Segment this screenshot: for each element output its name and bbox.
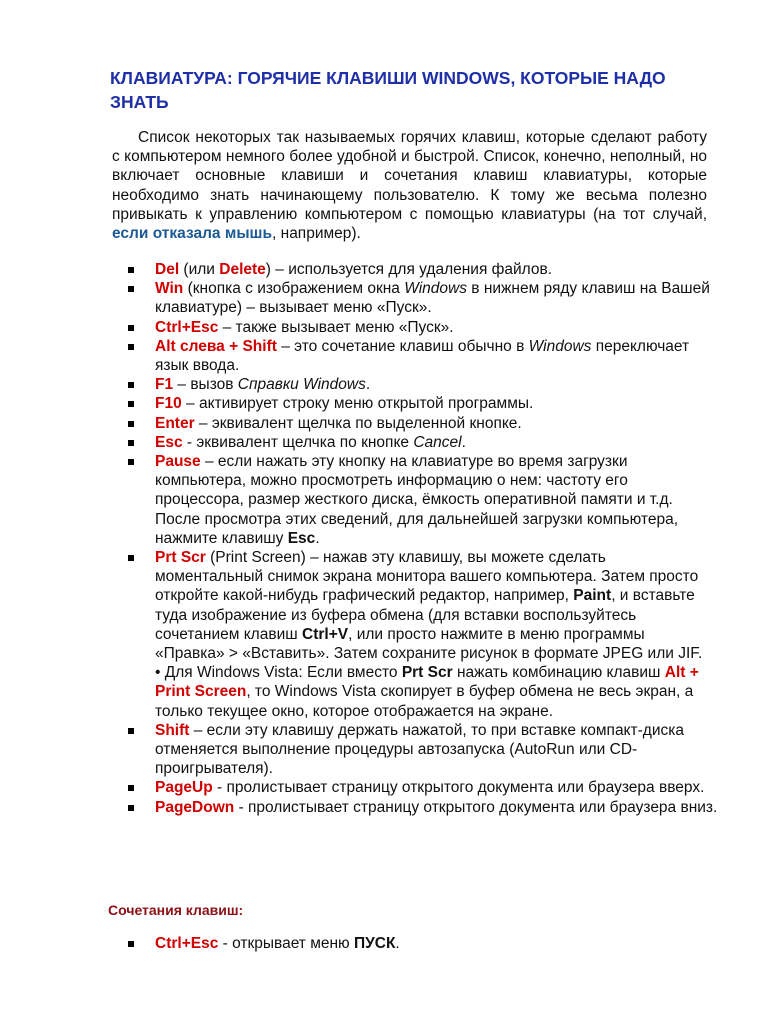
key-label: PageDown bbox=[155, 798, 235, 816]
key-label: Enter bbox=[155, 414, 195, 432]
key-label: PageUp bbox=[155, 779, 213, 797]
key-label: Ctrl+Esc bbox=[155, 935, 219, 952]
intro-paragraph bbox=[112, 128, 707, 243]
intro-text: Список некоторых так называемых горячих клавиш, которые сделают работу с компьютером немного более удобной и быстрой. Список, конечно, неполный, но включает основные клавиши и сочетания клавиш клавиатуры, которые необходимо знать начинающему пользователю. К тому же весьма полезно привыкать к управлению компьютером с помощью клавиатуры (на тот случай, bbox=[112, 129, 707, 223]
list-item-f1 bbox=[128, 375, 718, 394]
list-item-pause bbox=[128, 452, 718, 548]
key-label: Esc bbox=[155, 433, 183, 451]
item-text: – вызов bbox=[173, 376, 238, 394]
item-italic: Windows bbox=[528, 337, 592, 355]
key-label: Shift bbox=[155, 721, 190, 739]
combos-heading: Сочетания клавиш: bbox=[108, 902, 244, 918]
key-label: Ctrl+Esc bbox=[155, 318, 219, 336]
key-label: F10 bbox=[155, 395, 182, 413]
item-text: . bbox=[315, 529, 320, 547]
vista-note-text: нажать комбинацию клавиш bbox=[452, 664, 665, 682]
item-text: (Print Screen) – нажав эту клавишу, вы можете сделать моментальный снимок экрана монитора вашего компьютера. Затем просто откройте какой-нибудь графический редактор, например, bbox=[155, 549, 699, 605]
item-text: - открывает меню bbox=[218, 935, 354, 952]
page-title: КЛАВИАТУРА: ГОРЯЧИЕ КЛАВИШИ WINDOWS, КОТОРЫЕ НАДО ЗНАТЬ bbox=[110, 68, 666, 112]
item-bold: Esc bbox=[287, 529, 316, 547]
key-label: Alt слева + Shift bbox=[155, 337, 277, 355]
item-text: в нижнем ряду клавиш на Вашей клавиатуре) – вызывает меню «Пуск». bbox=[155, 280, 710, 317]
bullet-icon bbox=[128, 286, 134, 292]
bullet-icon bbox=[128, 440, 134, 446]
key-label: Pause bbox=[155, 453, 201, 471]
key-label: Delete bbox=[219, 261, 266, 278]
key-label: Del bbox=[155, 261, 180, 278]
item-text: . bbox=[461, 433, 466, 451]
list-item-pagedown bbox=[128, 798, 718, 817]
item-text: – также вызывает меню «Пуск». bbox=[218, 318, 454, 336]
bullet-icon bbox=[128, 421, 134, 427]
list-item-f10 bbox=[128, 394, 718, 413]
item-text: . bbox=[365, 376, 371, 394]
item-text: , или просто нажмите в меню программы «Правка» > «Вставить». Затем сохраните рисунок в формате JPEG или JIF. bbox=[155, 625, 703, 663]
list-item-prt-scr bbox=[128, 548, 718, 721]
item-italic: Windows bbox=[404, 280, 467, 298]
bullet-icon bbox=[128, 344, 134, 350]
key-label: Prt Scr bbox=[155, 549, 206, 567]
combo-list bbox=[128, 934, 718, 953]
list-item-enter bbox=[128, 414, 718, 433]
intro-highlight: если отказала мышь bbox=[112, 225, 273, 243]
intro-text-end: , например). bbox=[272, 225, 361, 243]
bullet-icon bbox=[128, 267, 134, 273]
item-bold: Paint bbox=[573, 587, 612, 605]
list-item-esc bbox=[128, 433, 718, 452]
bullet-icon bbox=[128, 325, 134, 331]
item-bold: Prt Scr bbox=[401, 664, 453, 682]
bullet-icon bbox=[128, 401, 134, 407]
item-text: – если нажать эту кнопку на клавиатуре во время загрузки компьютера, можно просмотреть информацию о нем: частоту его процессора, размер жесткого диска, ёмкость оперативной памяти и т.д. После просмотра этих сведений, для дальнейшей загрузки компьютера, нажмите клавишу bbox=[155, 453, 679, 547]
item-text: - пролистывает страницу открытого документа или браузера вверх. bbox=[212, 779, 705, 797]
item-text: , и вставьте туда изображение из буфера обмена (для вставки воспользуйтесь сочетанием клавиш bbox=[155, 587, 695, 643]
key-label: F1 bbox=[155, 376, 174, 394]
bullet-icon bbox=[128, 382, 134, 388]
bullet-icon bbox=[128, 459, 134, 465]
list-item-del bbox=[128, 260, 718, 279]
item-text: ) – используется для удаления файлов. bbox=[265, 261, 553, 278]
list-item-pageup bbox=[128, 778, 718, 797]
item-italic: Справки Windows bbox=[237, 376, 366, 394]
item-italic: Cancel bbox=[413, 433, 462, 451]
item-bold: Ctrl+V bbox=[302, 625, 349, 643]
bullet-icon bbox=[128, 555, 134, 561]
item-text: – активирует строку меню открытой программы. bbox=[181, 395, 534, 413]
key-label: Win bbox=[155, 280, 184, 298]
bullet-icon bbox=[128, 728, 134, 734]
vista-note-text: , то Windows Vista скопирует в буфер обмена не весь экран, а только текущее окно, которое отображается на экране. bbox=[155, 683, 694, 720]
item-bold: ПУСК bbox=[353, 935, 396, 952]
item-text: – эквивалент щелчка по выделенной кнопке. bbox=[194, 414, 522, 432]
item-text: (или bbox=[179, 261, 220, 278]
item-text: – если эту клавишу держать нажатой, то при вставке компакт-диска отменяется выполнение процедуры автозапуска (AutoRun или CD-проигрывателя). bbox=[155, 721, 684, 778]
list-item-ctrl-esc bbox=[128, 318, 718, 337]
item-text: - эквивалент щелчка по кнопке bbox=[182, 433, 414, 451]
bullet-icon bbox=[128, 805, 134, 811]
hotkey-list bbox=[128, 260, 718, 817]
item-text: переключает язык ввода. bbox=[155, 337, 690, 375]
list-item-win bbox=[128, 279, 718, 317]
bullet-icon bbox=[128, 785, 134, 791]
item-text: - пролистывает страницу открытого документа или браузера вниз. bbox=[234, 798, 718, 816]
item-text: – это сочетание клавиш обычно в bbox=[276, 337, 529, 355]
list-item-alt-shift bbox=[128, 337, 718, 375]
list-item-combo-ctrl-esc bbox=[128, 934, 718, 953]
key-label: Alt + Print Screen bbox=[155, 664, 699, 701]
item-text: . bbox=[395, 935, 400, 952]
bullet-icon bbox=[128, 941, 134, 947]
vista-note-text: • Для Windows Vista: Если вместо bbox=[155, 664, 402, 682]
item-text: (кнопка с изображением окна bbox=[183, 280, 405, 298]
list-item-shift bbox=[128, 721, 718, 779]
